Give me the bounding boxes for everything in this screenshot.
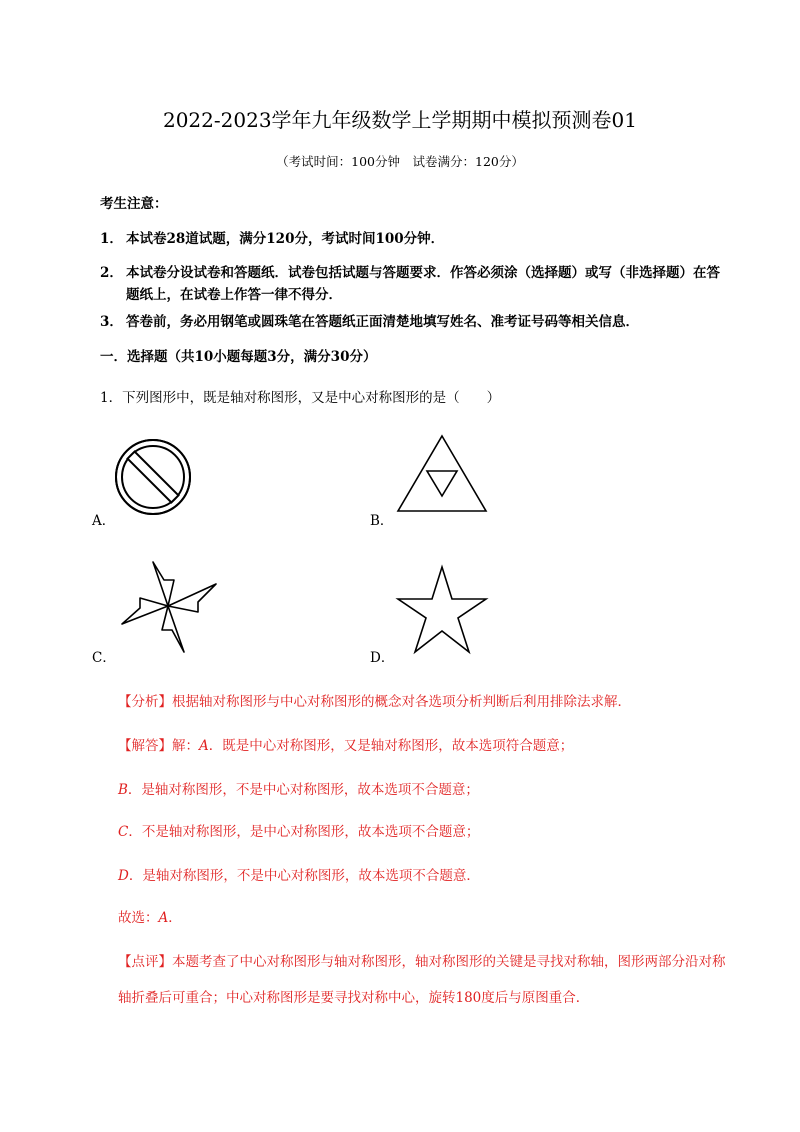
solution-line-a xyxy=(118,734,573,754)
pinwheel-icon xyxy=(118,558,224,654)
notice-item-text: 答卷前，务必用钢笔或圆珠笔在答题纸正面清楚地填写姓名、准考证号码等相关信息． xyxy=(126,314,639,330)
solution-text: ．既是中心对称图形，又是轴对称图形，故本选项符合题意； xyxy=(208,738,574,754)
triangle-in-triangle-icon xyxy=(394,432,490,516)
notice-item-text: 本试卷28道试题，满分120分，考试时间100分钟． xyxy=(126,231,445,247)
solution-text: ．是轴对称图形，不是中心对称图形，故本选项不合题意． xyxy=(128,868,480,884)
choice-suffix: ． xyxy=(168,910,182,926)
five-pointed-star-icon xyxy=(394,564,490,656)
final-choice xyxy=(118,906,182,926)
notice-item-2 xyxy=(100,262,720,306)
exam-info: （考试时间：100分钟 试卷满分：120分） xyxy=(276,154,524,169)
analysis-text: 【分析】根据轴对称图形与中心对称图形的概念对各选项分析判断后利用排除法求解． xyxy=(118,694,631,710)
solution-text: ．不是轴对称图形，是中心对称图形，故本选项不合题意； xyxy=(128,824,480,840)
section-heading: 一．选择题（共10小题每题3分，满分30分） xyxy=(100,349,377,365)
notice-item-1 xyxy=(100,228,444,250)
notice-item-text: 本试卷分设试卷和答题纸．试卷包括试题与答题要求．作答必须涂（选择题）或写（非选择题）在答 xyxy=(126,265,720,281)
option-a-label: A． xyxy=(92,513,116,529)
option-letter: A xyxy=(199,738,209,754)
option-letter: C xyxy=(118,824,129,840)
notice-item-number: 2． xyxy=(100,265,123,281)
solution-prefix: 【解答】解： xyxy=(118,738,199,754)
choice-letter: A xyxy=(158,910,169,926)
notice-item-number: 1． xyxy=(100,231,123,247)
solution-line-d xyxy=(118,864,480,884)
option-letter: D xyxy=(118,868,129,884)
page-title: 2022-2023学年九年级数学上学期期中模拟预测卷01 xyxy=(162,108,637,132)
comment-line-1: 【点评】本题考查了中心对称图形与轴对称图形，轴对称图形的关键是寻找对称轴，图形两部分沿对称 xyxy=(118,954,726,970)
notice-heading: 考生注意： xyxy=(100,196,168,212)
notice-item-text-cont: 题纸上，在试卷上作答一律不得分． xyxy=(126,287,342,303)
solution-line-c xyxy=(118,820,479,840)
solution-text: ．是轴对称图形，不是中心对称图形，故本选项不合题意； xyxy=(127,782,479,798)
option-b-label: B． xyxy=(370,513,394,529)
choice-prefix: 故选： xyxy=(118,910,159,926)
question-1-stem: 1．下列图形中，既是轴对称图形，又是中心对称图形的是（ ） xyxy=(100,390,501,406)
notice-item-number: 3． xyxy=(100,314,123,330)
comment-line-2: 轴折叠后可重合；中心对称图形是要寻找对称中心，旋转180度后与原图重合． xyxy=(118,990,590,1006)
option-c-label: C． xyxy=(92,650,116,666)
prohibition-sign-icon xyxy=(112,436,194,518)
notice-item-3 xyxy=(100,311,639,333)
option-d-label: D． xyxy=(370,650,395,666)
option-letter: B xyxy=(118,782,128,798)
solution-line-b xyxy=(118,778,479,798)
